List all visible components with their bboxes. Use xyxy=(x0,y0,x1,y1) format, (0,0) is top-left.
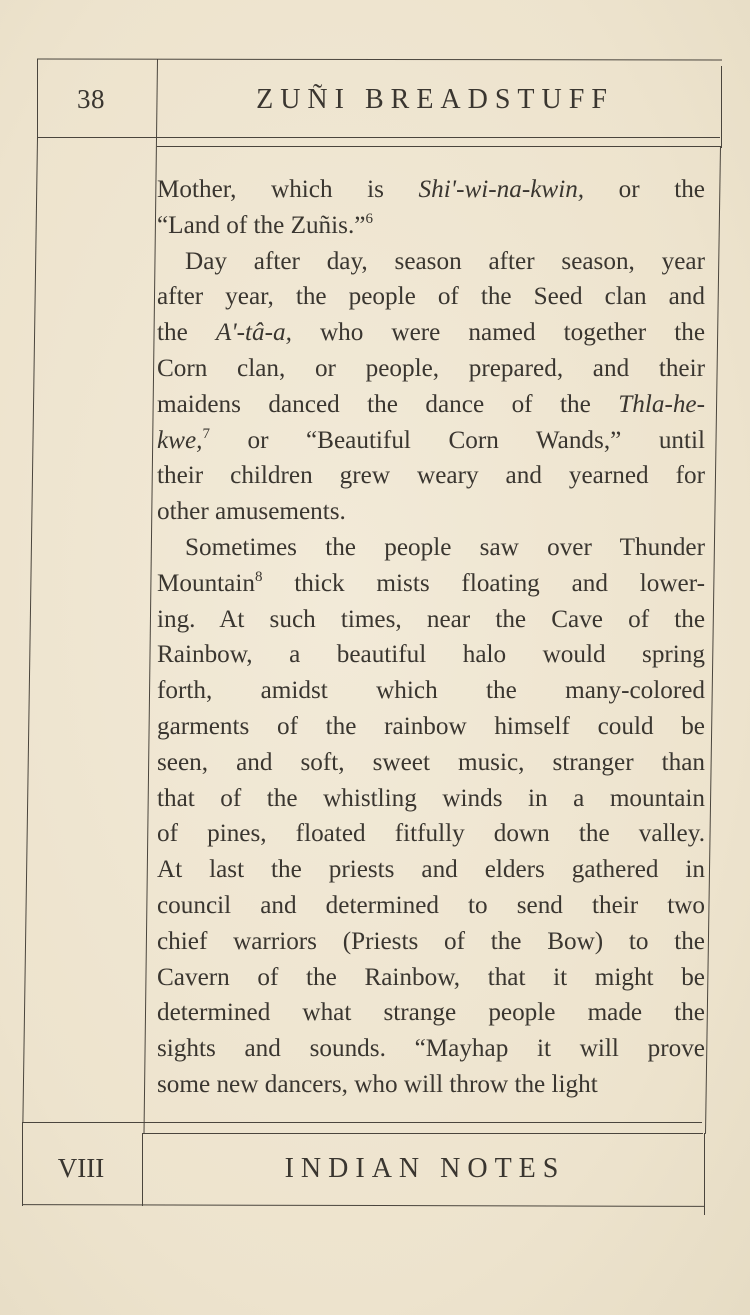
text-line xyxy=(157,387,705,423)
text-line xyxy=(157,458,705,494)
text-run: Cavern of the Rainbow, that it might be xyxy=(157,963,705,991)
footer-top-rule-inner xyxy=(143,1133,703,1134)
text-line xyxy=(157,244,705,280)
text-line xyxy=(157,781,705,817)
footnote-marker: 7 xyxy=(202,425,210,442)
text-run: their children grew weary and yearned for xyxy=(157,462,705,490)
frame-left-rule-body xyxy=(22,137,38,1123)
text-line xyxy=(157,172,705,208)
text-line xyxy=(157,566,705,602)
text-line xyxy=(157,530,705,566)
paragraph xyxy=(157,244,705,530)
text-line xyxy=(157,637,705,673)
text-line xyxy=(157,888,705,924)
frame-right-rule-body xyxy=(705,146,721,1134)
header-bottom-rule xyxy=(37,137,720,138)
text-run: determined what strange people made the xyxy=(157,999,705,1027)
text-run: Sometimes the people saw over Thunder xyxy=(185,533,705,561)
gutter-rule-footer xyxy=(142,1133,143,1206)
text-line xyxy=(157,924,705,960)
text-line xyxy=(157,1067,705,1103)
text-run: Corn clan, or people, prepared, and their xyxy=(157,354,705,382)
header-bottom-rule-inner xyxy=(157,146,720,147)
text-line xyxy=(157,208,705,244)
text-line xyxy=(157,816,705,852)
italic-term: A'-tâ-a, xyxy=(215,319,292,347)
footnote-marker: 8 xyxy=(254,568,263,585)
frame-bottom-rule xyxy=(22,1204,705,1207)
text-run: chief warriors (Priests of the Bow) to the xyxy=(157,927,705,955)
paragraph xyxy=(157,172,705,244)
text-line xyxy=(157,279,705,315)
text-run: after year, the people of the Seed clan and xyxy=(157,283,705,311)
text-run: some new dancers, who will throw the light xyxy=(157,1070,598,1098)
text-run: the xyxy=(157,319,216,347)
text-line xyxy=(157,852,705,888)
text-run: Mountain xyxy=(157,569,255,597)
text-run: garments of the rainbow himself could be xyxy=(157,712,705,740)
text-run: “Land of the Zuñis.” xyxy=(157,211,366,239)
text-line xyxy=(157,673,705,709)
text-run: forth, amidst which the many-colored xyxy=(157,677,705,705)
text-line xyxy=(157,709,705,745)
text-run: Mother, which is xyxy=(157,176,419,203)
footer-top-rule xyxy=(22,1122,702,1123)
text-run: of pines, floated fitfully down the valley. xyxy=(157,820,705,848)
text-line xyxy=(157,995,705,1031)
text-run: who were named together the xyxy=(291,319,706,347)
section-number: VIII xyxy=(57,1153,105,1183)
text-line xyxy=(157,423,705,459)
text-run: council and determined to send their two xyxy=(157,891,705,919)
text-run: or “Beautiful Corn Wands,” until xyxy=(209,426,705,454)
frame-left-rule-footer xyxy=(22,1122,23,1206)
text-run: At last the priests and elders gathered in xyxy=(157,856,705,884)
text-line xyxy=(157,494,705,530)
text-run: that of the whistling winds in a mountain xyxy=(157,784,705,812)
text-line xyxy=(157,1031,705,1067)
text-run: ing. At such times, near the Cave of the xyxy=(157,605,705,633)
text-run: thick mists floating and lower- xyxy=(262,569,705,597)
italic-term: Thla-he- xyxy=(618,390,705,418)
page-number: 38 xyxy=(77,84,105,114)
italic-term: kwe, xyxy=(157,426,203,454)
text-run: seen, and soft, sweet music, stranger than xyxy=(157,748,705,776)
frame-right-rule xyxy=(721,66,722,148)
text-run: Rainbow, a beautiful halo would spring xyxy=(157,641,705,669)
text-run: other amusements. xyxy=(157,498,346,526)
text-run: maidens danced the dance of the xyxy=(157,390,619,418)
text-line xyxy=(157,351,705,387)
italic-term: Shi'-wi-na-kwin, xyxy=(418,176,585,203)
series-title: INDIAN NOTES xyxy=(284,1153,566,1184)
text-line xyxy=(157,960,705,996)
text-run: or the xyxy=(584,176,705,203)
frame-top-rule xyxy=(37,59,722,61)
text-line xyxy=(157,745,705,781)
footnote-marker: 6 xyxy=(365,210,373,227)
gutter-rule xyxy=(143,59,158,1134)
running-title: ZUÑI BREADSTUFF xyxy=(256,84,614,115)
text-line xyxy=(157,602,705,638)
text-line xyxy=(157,315,705,351)
text-run: sights and sounds. “Mayhap it will prove xyxy=(157,1035,705,1063)
text-run: Day after day, season after season, year xyxy=(185,247,705,275)
paragraph xyxy=(157,530,705,1103)
body-text xyxy=(157,172,705,1103)
